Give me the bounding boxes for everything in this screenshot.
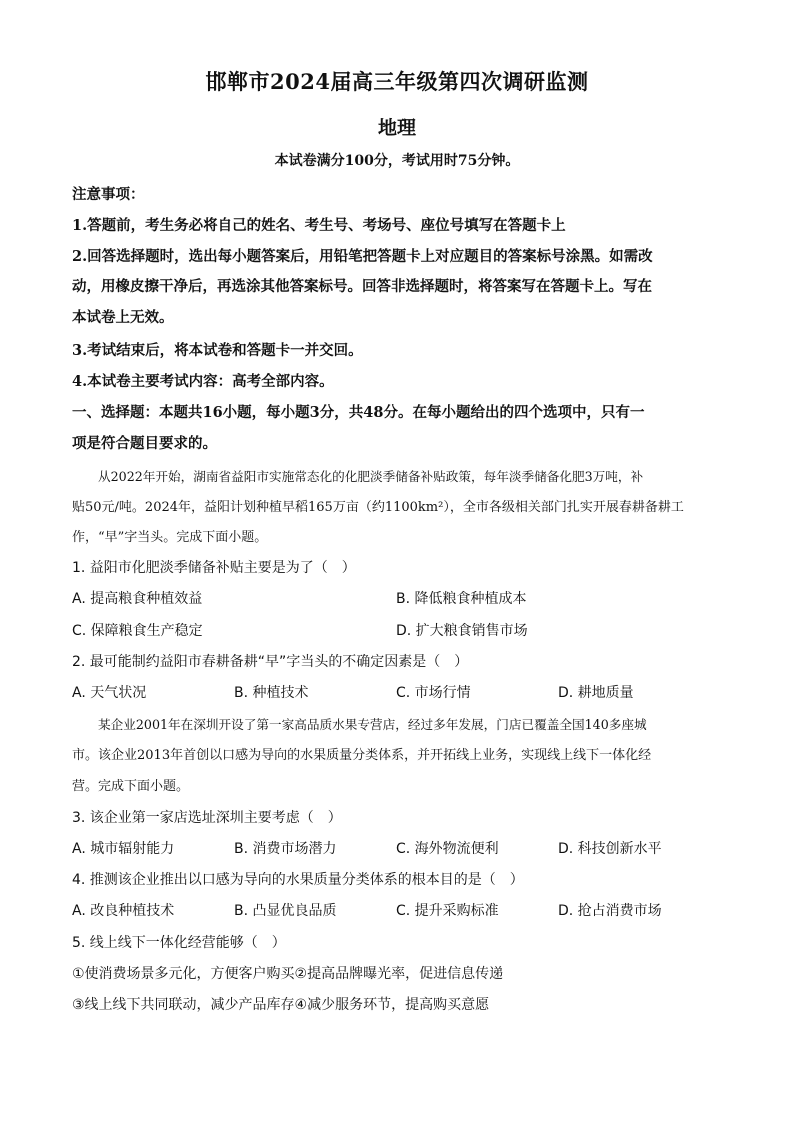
section-heading-line-1: 一、选择题：本题共16小题，每小题3分，共48分。在每小题给出的四个选项中，只有一	[72, 404, 645, 421]
material-2-line-2: 市。该企业2013年首创以口感为导向的水果质量分类体系，并开拓线上业务，实现线上线下一体化经	[72, 748, 652, 763]
question-5-statements-line-1: ①使消费场景多元化，方便客户购买②提高品牌曝光率，促进信息传递	[72, 966, 504, 982]
material-1-line-2: 贴50元/吨。2024年，益阳计划种植早稻165万亩（约1100km²），全市各级相关部门扎实开展春耕备耕工	[72, 500, 684, 515]
question-1-option-a[interactable]: A. 提高粮食种植效益	[72, 591, 203, 607]
question-4-option-c[interactable]: C. 提升采购标准	[396, 903, 499, 919]
notice-item-2-line-3: 本试卷上无效。	[72, 309, 174, 326]
exam-meta: 本试卷满分100分，考试用时75分钟。	[274, 153, 520, 169]
section-heading-line-2: 项是符合题目要求的。	[72, 435, 217, 452]
question-2-option-c[interactable]: C. 市场行情	[396, 685, 471, 701]
exam-subject: 地理	[377, 117, 416, 139]
notice-item-2-line-1: 2.回答选择题时，选出每小题答案后，用铅笔把答题卡上对应题目的答案标号涂黑。如需改	[72, 248, 653, 265]
question-5-stem: 5. 线上线下一体化经营能够（ ）	[72, 935, 286, 951]
question-1-option-d[interactable]: D. 扩大粮食销售市场	[396, 623, 528, 639]
question-1-option-c[interactable]: C. 保障粮食生产稳定	[72, 623, 203, 639]
material-2-line-1: 某企业2001年在深圳开设了第一家高品质水果专营店，经过多年发展，门店已覆盖全国140多座城	[98, 717, 647, 732]
question-3-option-b[interactable]: B. 消费市场潜力	[234, 841, 337, 857]
question-1-stem: 1. 益阳市化肥淡季储备补贴主要是为了（ ）	[72, 560, 356, 576]
notice-item-4: 4.本试卷主要考试内容：高考全部内容。	[72, 373, 334, 390]
question-2-option-d[interactable]: D. 耕地质量	[558, 685, 634, 701]
notice-heading: 注意事项：	[72, 186, 145, 203]
question-3-option-c[interactable]: C. 海外物流便利	[396, 841, 499, 857]
question-2-option-a[interactable]: A. 天气状况	[72, 685, 147, 701]
question-3-option-a[interactable]: A. 城市辐射能力	[72, 841, 175, 857]
question-2-stem: 2. 最可能制约益阳市春耕备耕“早”字当头的不确定因素是（ ）	[72, 654, 469, 670]
question-3-option-d[interactable]: D. 科技创新水平	[558, 841, 662, 857]
question-4-option-b[interactable]: B. 凸显优良品质	[234, 903, 337, 919]
notice-item-2-line-2: 动，用橡皮擦干净后，再选涂其他答案标号。回答非选择题时，将答案写在答题卡上。写在	[72, 278, 652, 295]
material-1-line-1: 从2022年开始，湖南省益阳市实施常态化的化肥淡季储备补贴政策，每年淡季储备化肥3万吨，补	[98, 469, 644, 484]
notice-item-3: 3.考试结束后，将本试卷和答题卡一并交回。	[72, 342, 363, 359]
question-3-stem: 3. 该企业第一家店选址深圳主要考虑（ ）	[72, 810, 342, 826]
question-4-option-a[interactable]: A. 改良种植技术	[72, 903, 175, 919]
question-2-option-b[interactable]: B. 种植技术	[234, 685, 309, 701]
notice-item-1: 1.答题前，考生务必将自己的姓名、考生号、考场号、座位号填写在答题卡上	[72, 217, 566, 234]
question-5-statements-line-2: ③线上线下共同联动，减少产品库存④减少服务环节，提高购买意愿	[72, 997, 490, 1013]
material-1-line-3: 作，“早”字当头。完成下面小题。	[72, 530, 268, 545]
exam-title: 邯郸市2024届高三年级第四次调研监测	[205, 69, 589, 94]
question-4-option-d[interactable]: D. 抢占消费市场	[558, 903, 662, 919]
question-1-option-b[interactable]: B. 降低粮食种植成本	[396, 591, 527, 607]
material-2-line-3: 营。完成下面小题。	[72, 779, 190, 794]
question-4-stem: 4. 推测该企业推出以口感为导向的水果质量分类体系的根本目的是（ ）	[72, 872, 524, 888]
